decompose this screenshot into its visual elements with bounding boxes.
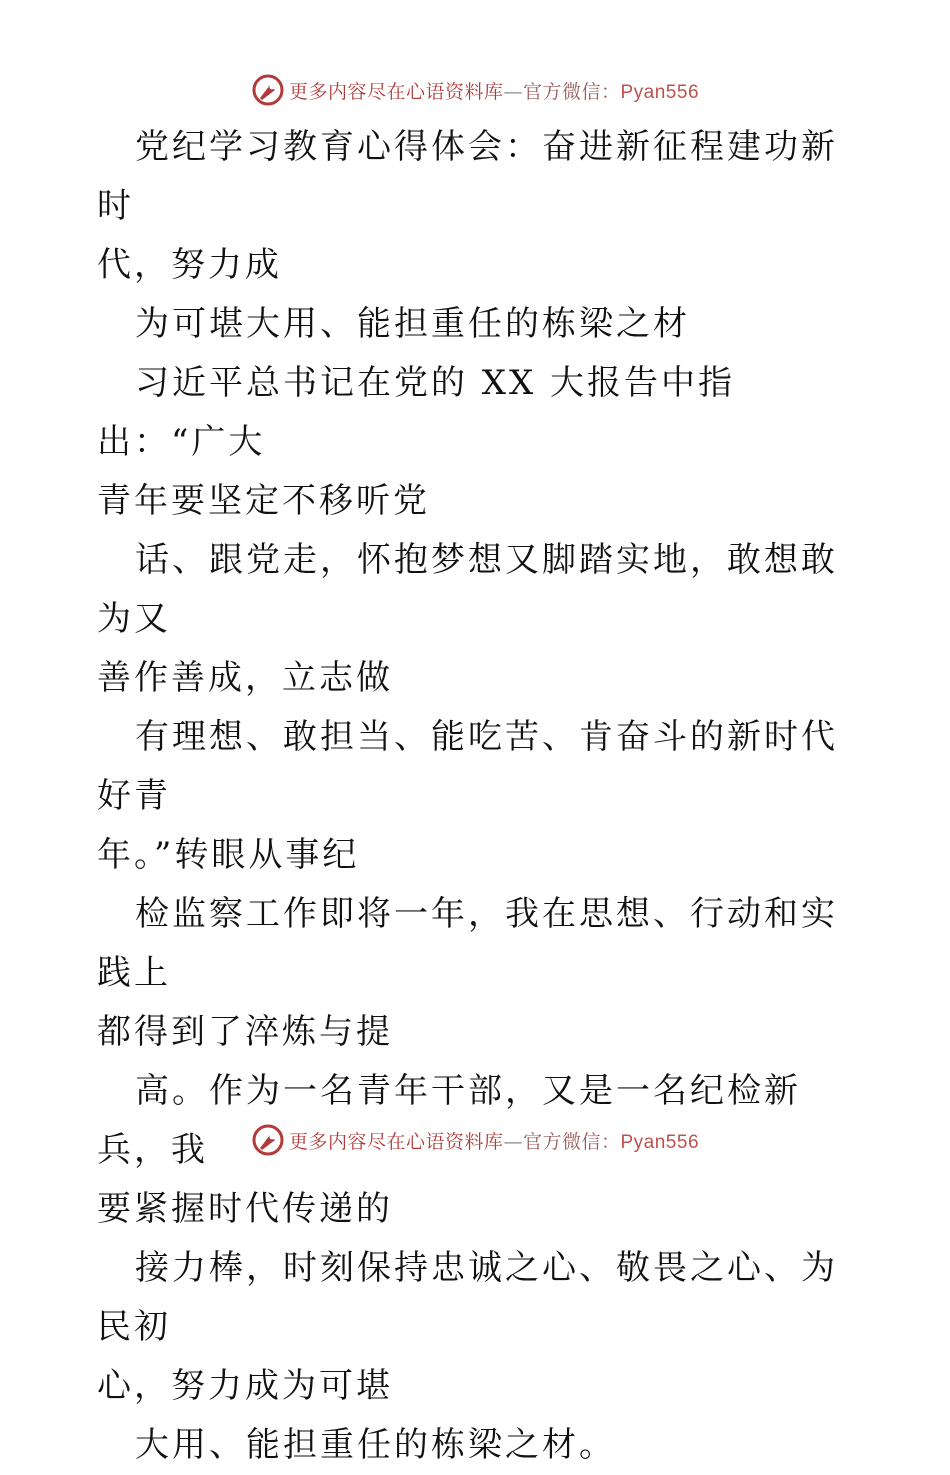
text-line: 高。作为一名青年干部，又是一名纪检新兵，我 xyxy=(97,1071,801,1170)
text-line: 为可堪大用、能担重任的栋梁之材 xyxy=(135,304,690,344)
document-body xyxy=(97,118,857,1475)
header-watermark xyxy=(0,70,950,110)
watermark-main: 更多内容尽在心语资料库 xyxy=(288,80,504,103)
watermark-label: 官方微信： xyxy=(522,1130,621,1153)
text-line: 话、跟党走，怀抱梦想又脚踏实地，敢想敢为又 xyxy=(97,540,838,639)
watermark-separator: — xyxy=(503,1130,523,1153)
text-line: 大用、能担重任的栋梁之材。 xyxy=(135,1425,616,1465)
pen-nib-logo-icon xyxy=(251,73,285,107)
watermark-label: 官方微信： xyxy=(522,80,621,103)
text-line: 青年要坚定不移听党 xyxy=(97,481,430,521)
text-line: 都得到了淬炼与提 xyxy=(97,1012,393,1052)
watermark-text xyxy=(289,1127,699,1154)
watermark-separator: — xyxy=(503,80,523,103)
text-line: 有理想、敢担当、能吃苦、肯奋斗的新时代好青 xyxy=(97,717,838,816)
watermark-text xyxy=(289,77,699,104)
text-line: 心，努力成为可堪 xyxy=(97,1366,393,1406)
text-line: 习近平总书记在党的 XX 大报告中指出：“广大 xyxy=(97,363,736,462)
text-line: 检监察工作即将一年，我在思想、行动和实践上 xyxy=(97,894,838,993)
text-line: 年。”转眼从事纪 xyxy=(97,835,360,875)
text-line: 善作善成，立志做 xyxy=(97,658,393,698)
text-line: 党纪学习教育心得体会：奋进新征程建功新时 xyxy=(97,127,838,226)
text-line: 代，努力成 xyxy=(97,245,282,285)
footer-watermark xyxy=(0,1120,950,1160)
watermark-wechat-id: Pyan556 xyxy=(620,81,700,103)
text-line: 接力棒，时刻保持忠诚之心、敬畏之心、为民初 xyxy=(97,1248,838,1347)
watermark-wechat-id: Pyan556 xyxy=(620,1131,700,1153)
text-line: 要紧握时代传递的 xyxy=(97,1189,393,1229)
pen-nib-logo-icon xyxy=(251,1123,285,1157)
watermark-main: 更多内容尽在心语资料库 xyxy=(288,1130,504,1153)
